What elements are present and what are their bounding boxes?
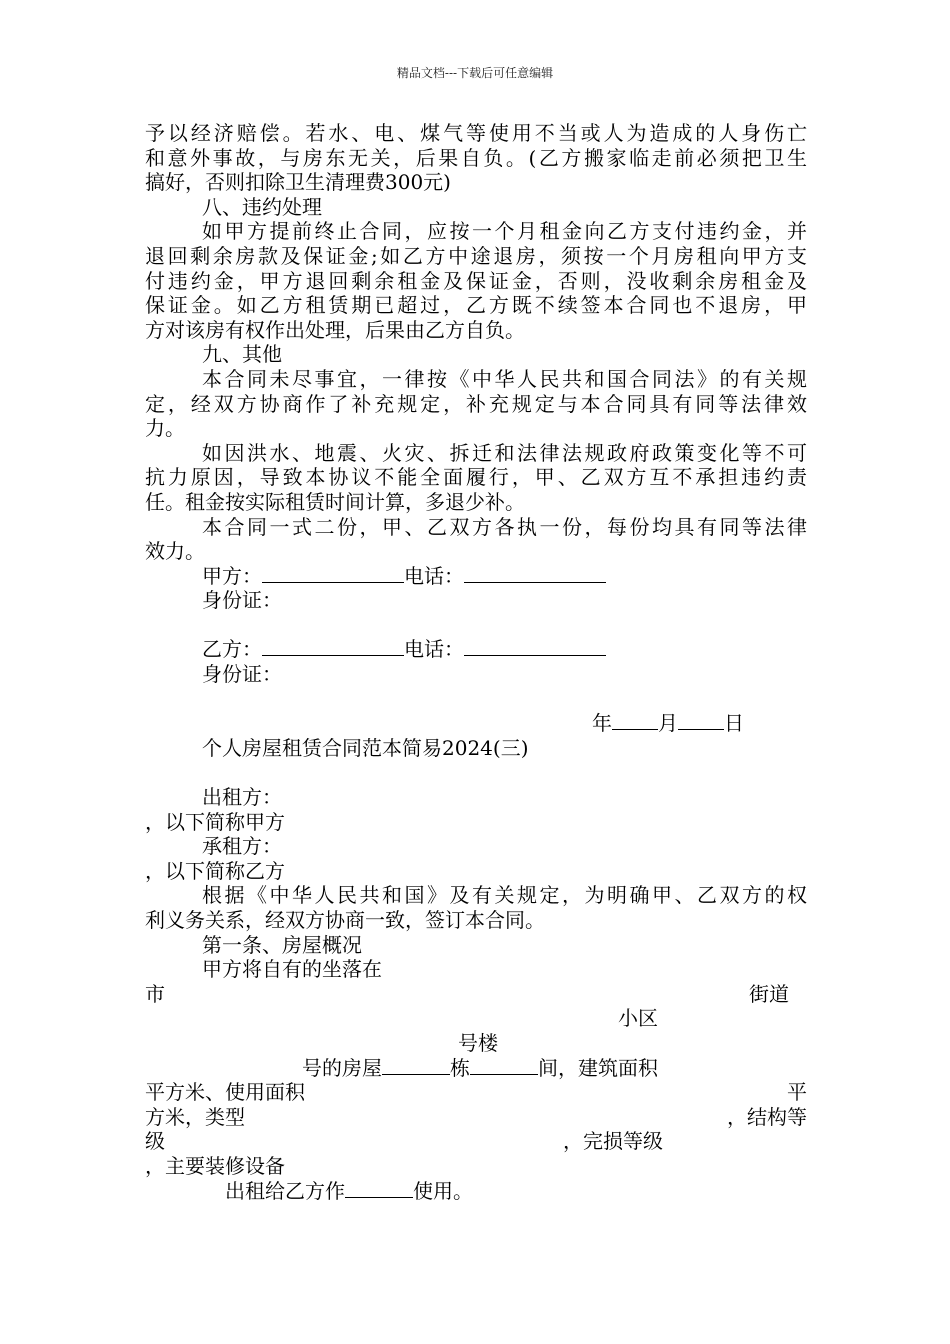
- community-label: 小区: [618, 1006, 658, 1031]
- date-line: [145, 711, 807, 736]
- party-b-blank: [262, 637, 404, 656]
- text-line: 方对该房有权作出处理，后果由乙方自负。: [145, 317, 525, 342]
- blank: [382, 1056, 450, 1075]
- text-line: 予以经济赔偿。若水、电、煤气等使用不当或人为造成的人身伤亡: [145, 121, 807, 145]
- text-line: ，以下简称乙方: [145, 858, 285, 883]
- blank: [470, 1056, 538, 1075]
- form-line: [145, 1105, 807, 1130]
- text-line: 搞好，否则扣除卫生清理费300元): [145, 170, 451, 195]
- id-label: 身份证：: [202, 588, 282, 613]
- form-line: [145, 1179, 807, 1204]
- structure-label: ，结构等: [727, 1104, 807, 1129]
- id-label: 身份证：: [202, 662, 282, 687]
- lessee-label: 承租方：: [202, 834, 282, 859]
- party-a-label: 甲方：: [202, 563, 262, 588]
- party-a-line: [145, 564, 807, 589]
- form-line: [145, 1031, 807, 1056]
- text-line: 抗力原因，导致本协议不能全面履行，甲、乙双方互不承担违约责: [145, 465, 807, 490]
- phone-label: 电话：: [404, 637, 464, 662]
- text-line: 力。: [145, 416, 185, 441]
- text-line: 本合同未尽事宜，一律按《中华人民共和国合同法》的有关规: [202, 366, 807, 391]
- month-blank: [612, 711, 658, 730]
- phone-blank: [464, 564, 606, 583]
- text-fragment: 使用。: [413, 1178, 473, 1203]
- text-fragment: 级: [145, 1129, 165, 1154]
- text-line: ，主要装修设备: [145, 1153, 285, 1178]
- text-line: ，以下简称甲方: [145, 809, 285, 834]
- text-line: 保证金。如乙方租赁期已超过，乙方既不续签本合同也不退房，甲: [145, 293, 807, 318]
- party-a-blank: [262, 564, 404, 583]
- text-line: 根据《中华人民共和国》及有关规定，为明确甲、乙双方的权: [202, 883, 807, 908]
- type-label: 方米，类型: [145, 1104, 245, 1129]
- text-line: 如因洪水、地震、火灾、拆迁和法律法规政府政策变化等不可: [202, 440, 807, 465]
- form-line: [145, 982, 807, 1007]
- condition-label: ，完损等级: [563, 1129, 663, 1154]
- house-number-label: 号的房屋: [302, 1055, 382, 1080]
- text-line: 任。租金按实际租赁时间计算，多退少补。: [145, 489, 525, 514]
- text-line: 甲方将自有的坐落在: [202, 957, 382, 982]
- section-title: 八、违约处理: [202, 194, 322, 219]
- text-line: 本合同一式二份，甲、乙双方各执一份，每份均具有同等法律: [202, 514, 807, 539]
- year-label: 年: [592, 711, 612, 736]
- article-title: 第一条、房屋概况: [202, 932, 362, 957]
- month-label: 月: [658, 711, 678, 736]
- phone-label: 电话：: [404, 563, 464, 588]
- city-label: 市: [145, 981, 165, 1006]
- room-area-label: 间，建筑面积: [538, 1055, 658, 1080]
- page-header: 精品文档---下载后可任意编辑: [396, 66, 554, 80]
- street-label: 街道: [749, 981, 789, 1006]
- unit-label: 栋: [450, 1055, 470, 1080]
- form-line: [145, 1129, 807, 1154]
- text-line: 定，经双方协商作了补充规定，补充规定与本合同具有同等法律效: [145, 391, 807, 416]
- contract-title: 个人房屋租赁合同范本简易2024(三): [202, 735, 529, 760]
- party-b-line: [145, 637, 807, 662]
- text-line: 和意外事故，与房东无关，后果自负。(乙方搬家临走前必须把卫生: [145, 145, 807, 170]
- usable-area-label: 平方米、使用面积: [145, 1080, 305, 1105]
- party-b-label: 乙方：: [202, 637, 262, 662]
- form-line: [145, 1006, 807, 1031]
- text-line: 如甲方提前终止合同，应按一个月租金向乙方支付违约金，并: [202, 219, 807, 244]
- building-label: 号楼: [458, 1030, 498, 1055]
- text-line: 付违约金，甲方退回剩余租金及保证金，否则，没收剩余房租金及: [145, 268, 807, 293]
- text-line: 退回剩余房款及保证金;如乙方中途退房，须按一个月房租向甲方支: [145, 243, 807, 268]
- phone-blank: [464, 637, 606, 656]
- form-line: [145, 1080, 807, 1105]
- document-body: [145, 121, 807, 1203]
- form-line: [145, 1056, 807, 1081]
- lessor-label: 出租方：: [202, 785, 282, 810]
- day-blank: [678, 711, 724, 730]
- day-label: 日: [724, 711, 744, 736]
- usage-blank: [345, 1179, 413, 1198]
- text-line: 利义务关系，经双方协商一致，签订本合同。: [145, 908, 545, 932]
- section-title: 九、其他: [202, 342, 282, 367]
- usage-label: 出租给乙方作: [225, 1178, 345, 1203]
- text-line: 效力。: [145, 539, 205, 564]
- text-fragment: 平: [787, 1080, 807, 1105]
